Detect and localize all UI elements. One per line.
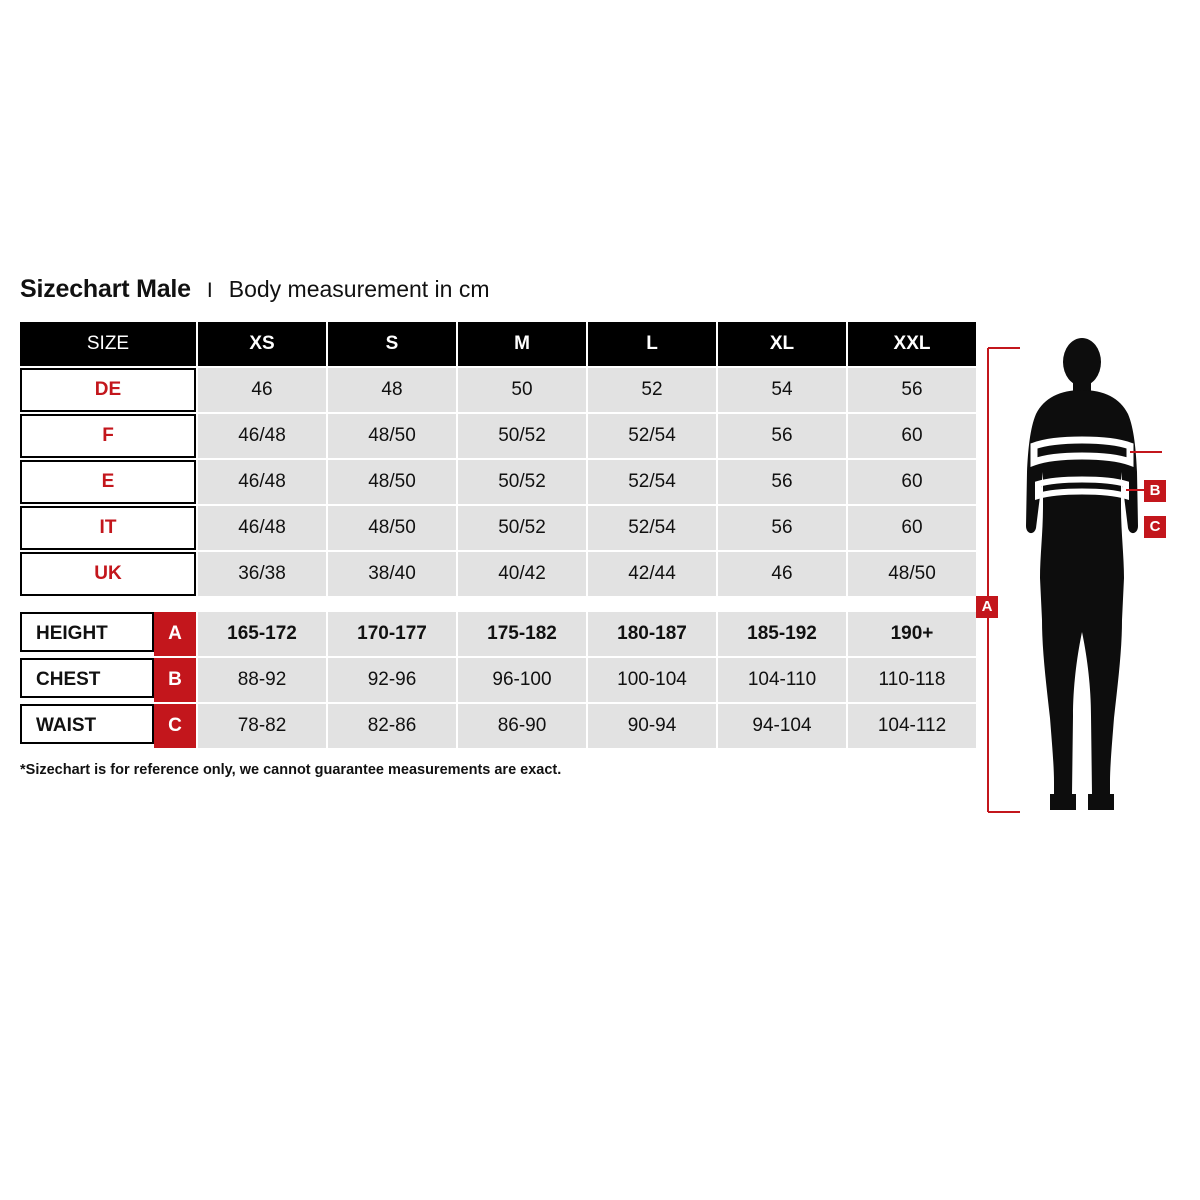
sizechart-table-container (18, 320, 968, 778)
cell-chest-m: 96-100 (458, 658, 586, 702)
male-silhouette-svg (976, 320, 1190, 820)
cell-it-m: 50/52 (458, 506, 586, 550)
cell-height-m: 175-182 (458, 612, 586, 656)
marker-badge-c: C (154, 704, 196, 748)
row-label-f: F (20, 414, 196, 458)
cell-waist-xl: 94-104 (718, 704, 846, 748)
figure-badge-c: C (1144, 516, 1166, 538)
row-label-it: IT (20, 506, 196, 550)
cell-uk-xs: 36/38 (198, 552, 326, 596)
cell-uk-l: 42/44 (588, 552, 716, 596)
row-label-height: HEIGHT (20, 612, 154, 652)
cell-waist-l: 90-94 (588, 704, 716, 748)
cell-height-l: 180-187 (588, 612, 716, 656)
marker-badge-a: A (154, 612, 196, 656)
column-header-xl: XL (718, 322, 846, 366)
table-row (20, 612, 976, 656)
cell-f-s: 48/50 (328, 414, 456, 458)
figure-badge-a: A (976, 596, 998, 618)
row-label-waist: WAIST (20, 704, 154, 744)
row-label-height-cell (20, 612, 196, 656)
table-row (20, 658, 976, 702)
cell-de-xs: 46 (198, 368, 326, 412)
table-row (20, 414, 976, 458)
cell-de-l: 52 (588, 368, 716, 412)
column-header-xs: XS (198, 322, 326, 366)
cell-e-xl: 56 (718, 460, 846, 504)
row-label-chest: CHEST (20, 658, 154, 698)
cell-it-xl: 56 (718, 506, 846, 550)
cell-e-l: 52/54 (588, 460, 716, 504)
cell-waist-m: 86-90 (458, 704, 586, 748)
sizechart-table (18, 320, 978, 750)
cell-de-xxl: 56 (848, 368, 976, 412)
row-label-uk: UK (20, 552, 196, 596)
footnote: *Sizechart is for reference only, we cannot guarantee measurements are exact. (20, 762, 562, 778)
column-header-size: SIZE (20, 322, 196, 366)
cell-it-l: 52/54 (588, 506, 716, 550)
table-row (20, 460, 976, 504)
table-row (20, 506, 976, 550)
cell-chest-xl: 104-110 (718, 658, 846, 702)
cell-chest-xxl: 110-118 (848, 658, 976, 702)
figure-badge-b: B (1144, 480, 1166, 502)
cell-chest-s: 92-96 (328, 658, 456, 702)
cell-e-xxl: 60 (848, 460, 976, 504)
row-label-de: DE (20, 368, 196, 412)
table-header-row (20, 322, 976, 366)
table-row (20, 704, 976, 748)
table-row (20, 552, 976, 596)
cell-height-xl: 185-192 (718, 612, 846, 656)
cell-chest-l: 100-104 (588, 658, 716, 702)
cell-uk-m: 40/42 (458, 552, 586, 596)
table-spacer (20, 598, 976, 610)
cell-uk-xl: 46 (718, 552, 846, 596)
title-subtitle: Body measurement in cm (228, 276, 490, 302)
cell-e-m: 50/52 (458, 460, 586, 504)
cell-waist-xxl: 104-112 (848, 704, 976, 748)
cell-e-xs: 46/48 (198, 460, 326, 504)
cell-f-m: 50/52 (458, 414, 586, 458)
row-label-waist-cell (20, 704, 196, 748)
cell-waist-s: 82-86 (328, 704, 456, 748)
cell-f-xxl: 60 (848, 414, 976, 458)
cell-height-xs: 165-172 (198, 612, 326, 656)
cell-de-s: 48 (328, 368, 456, 412)
row-label-chest-cell (20, 658, 196, 702)
cell-waist-xs: 78-82 (198, 704, 326, 748)
cell-uk-s: 38/40 (328, 552, 456, 596)
column-header-s: S (328, 322, 456, 366)
column-header-xxl: XXL (848, 322, 976, 366)
cell-chest-xs: 88-92 (198, 658, 326, 702)
marker-badge-b: B (154, 658, 196, 702)
cell-height-s: 170-177 (328, 612, 456, 656)
cell-it-xs: 46/48 (198, 506, 326, 550)
title-separator: I (206, 279, 213, 302)
page-title (18, 275, 1182, 304)
table-row (20, 368, 976, 412)
cell-de-m: 50 (458, 368, 586, 412)
cell-f-xs: 46/48 (198, 414, 326, 458)
title-main: Sizechart Male (20, 275, 191, 303)
sizechart-panel (18, 275, 1182, 810)
cell-e-s: 48/50 (328, 460, 456, 504)
column-header-l: L (588, 322, 716, 366)
cell-f-xl: 56 (718, 414, 846, 458)
cell-f-l: 52/54 (588, 414, 716, 458)
column-header-m: M (458, 322, 586, 366)
cell-it-s: 48/50 (328, 506, 456, 550)
body-figure (976, 320, 1190, 810)
cell-it-xxl: 60 (848, 506, 976, 550)
cell-height-xxl: 190+ (848, 612, 976, 656)
cell-uk-xxl: 48/50 (848, 552, 976, 596)
silhouette-body (1026, 338, 1138, 810)
cell-de-xl: 54 (718, 368, 846, 412)
row-label-e: E (20, 460, 196, 504)
